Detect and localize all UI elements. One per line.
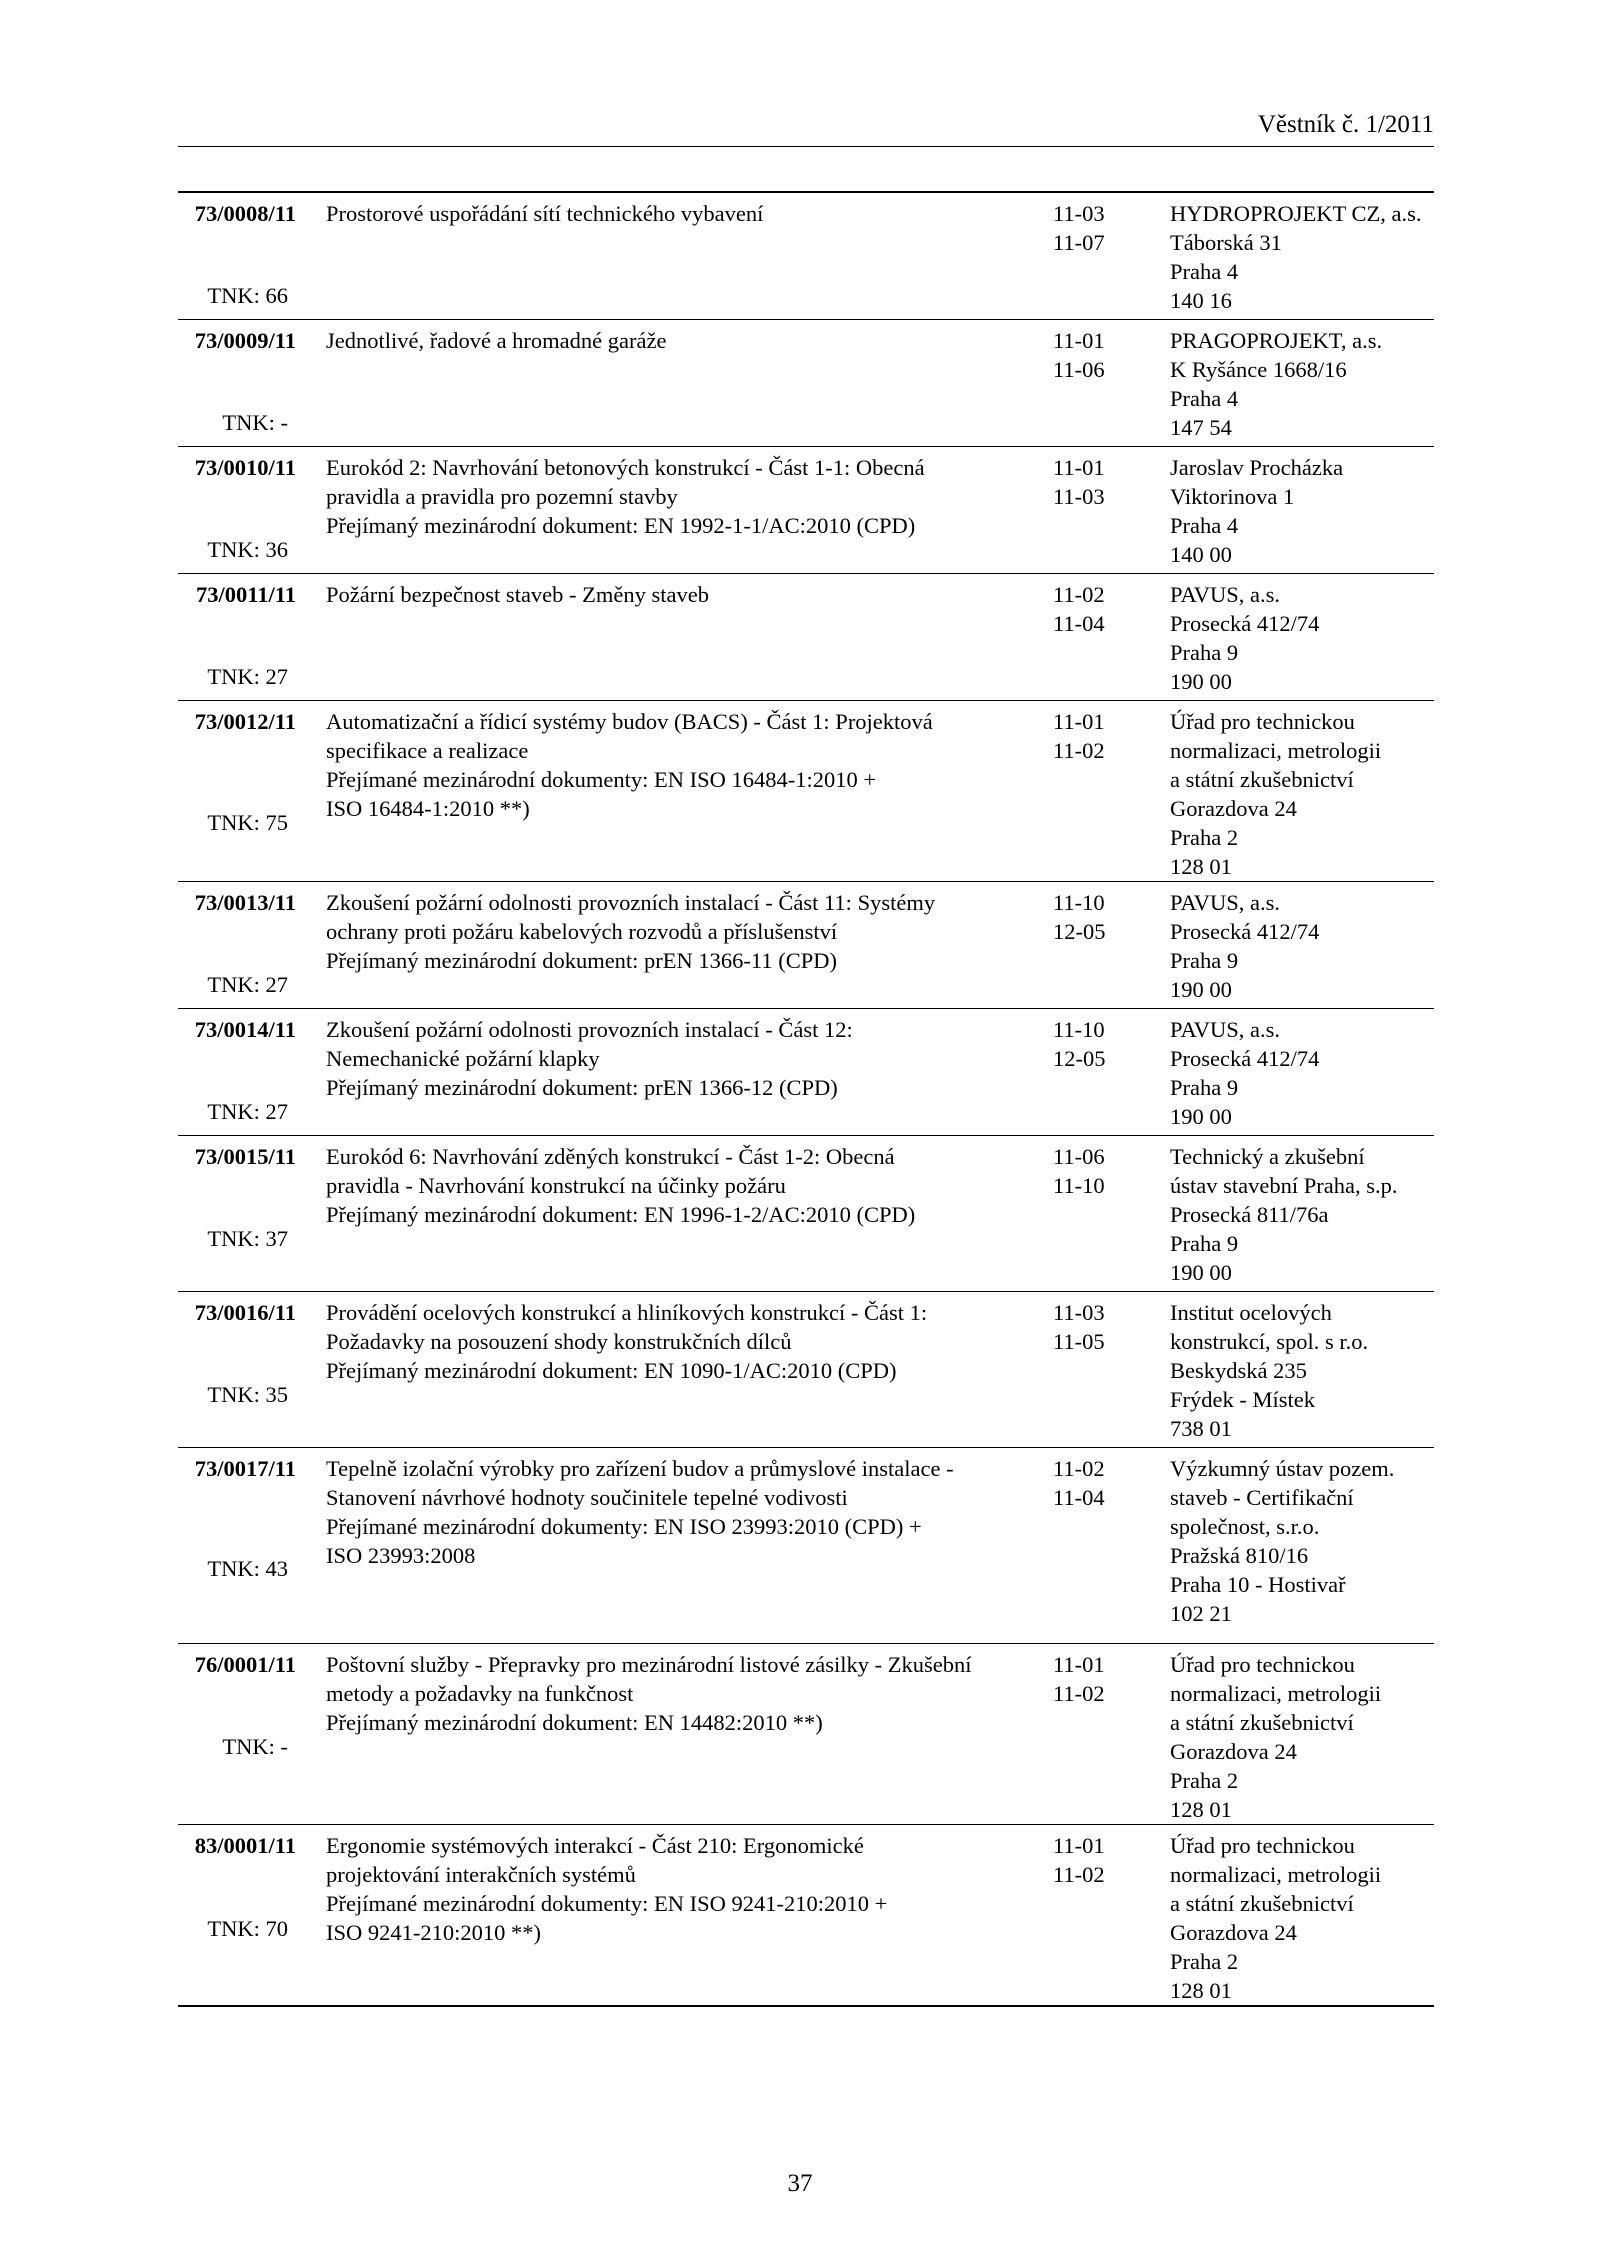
address-line: 140 00 xyxy=(1170,542,1232,567)
title-line: Požární bezpečnost staveb - Změny staveb xyxy=(326,582,709,607)
address-line: a státní zkušebnictví xyxy=(1170,1891,1354,1916)
tnk-number: TNK: 37 xyxy=(207,1226,288,1251)
address-line: Praha 10 - Hostivař xyxy=(1170,1572,1346,1597)
title-line: ISO 16484-1:2010 **) xyxy=(326,796,530,821)
title-line: Přejímaný mezinárodní dokument: EN 14482:2010 **) xyxy=(326,1710,823,1735)
title-line: projektování interakčních systémů xyxy=(326,1862,636,1887)
address-line: Praha 9 xyxy=(1170,640,1239,665)
date-value: 11-02 xyxy=(1053,738,1105,763)
table-row xyxy=(178,1824,1434,2005)
title-line: pravidla a pravidla pro pozemní stavby xyxy=(326,484,678,509)
date-value: 11-06 xyxy=(1053,357,1105,382)
title-line: ISO 9241-210:2010 **) xyxy=(326,1920,541,1945)
table-row xyxy=(178,319,1434,446)
date-value: 11-10 xyxy=(1053,890,1105,915)
table-row xyxy=(178,1447,1434,1643)
schedule-dates xyxy=(1053,453,1143,511)
date-value: 11-10 xyxy=(1053,1173,1105,1198)
processor-address xyxy=(1170,1831,1434,2005)
schedule-dates xyxy=(1053,888,1143,946)
address-line: Úřad pro technickou xyxy=(1170,1833,1355,1858)
tnk-number: TNK: 66 xyxy=(207,283,288,308)
processor-address xyxy=(1170,326,1434,442)
tnk-number: TNK: - xyxy=(222,1734,288,1759)
address-line: Praha 2 xyxy=(1170,1768,1239,1793)
table-row xyxy=(178,573,1434,700)
address-line: a státní zkušebnictví xyxy=(1170,1710,1354,1735)
title-line: Přejímané mezinárodní dokumenty: EN ISO 16484-1:2010 + xyxy=(326,767,877,792)
title-line: ochrany proti požáru kabelových rozvodů a příslušenství xyxy=(326,919,838,944)
title-line: pravidla - Navrhování konstrukcí na účinky požáru xyxy=(326,1173,786,1198)
table-row xyxy=(178,1008,1434,1135)
date-value: 11-01 xyxy=(1053,1833,1105,1858)
address-line: Praha 4 xyxy=(1170,386,1239,411)
address-line: 128 01 xyxy=(1170,1797,1232,1822)
address-line: 128 01 xyxy=(1170,1978,1232,2003)
address-line: Úřad pro technickou xyxy=(1170,1652,1355,1677)
processor-address xyxy=(1170,888,1434,1004)
page-number: 37 xyxy=(787,2170,813,2197)
schedule-dates xyxy=(1053,199,1143,257)
date-value: 11-04 xyxy=(1053,611,1105,636)
title-line: Nemechanické požární klapky xyxy=(326,1046,600,1071)
processor-address xyxy=(1170,1015,1434,1131)
title-line: Zkoušení požární odolnosti provozních instalací - Část 11: Systémy xyxy=(326,890,936,915)
title-line: specifikace a realizace xyxy=(326,738,529,763)
title-line: Stanovení návrhové hodnoty součinitele tepelné vodivosti xyxy=(326,1485,848,1510)
address-line: společnost, s.r.o. xyxy=(1170,1514,1320,1539)
title-line: Prostorové uspořádání sítí technického vybavení xyxy=(326,201,764,226)
standard-code: 73/0017/11 xyxy=(194,1456,296,1481)
schedule-dates xyxy=(1053,707,1143,765)
address-line: 190 00 xyxy=(1170,1104,1232,1129)
address-line: PRAGOPROJEKT, a.s. xyxy=(1170,328,1383,353)
title-line: Přejímaný mezinárodní dokument: prEN 1366-11 (CPD) xyxy=(326,948,837,973)
standards-table xyxy=(178,191,1434,2007)
schedule-dates xyxy=(1053,1831,1143,1889)
title-line: Přejímaný mezinárodní dokument: EN 1090-1/AC:2010 (CPD) xyxy=(326,1358,897,1383)
address-line: Frýdek - Místek xyxy=(1170,1387,1315,1412)
address-line: Gorazdova 24 xyxy=(1170,796,1297,821)
processor-address xyxy=(1170,1650,1434,1824)
standard-code: 73/0013/11 xyxy=(194,890,296,915)
address-line: Úřad pro technickou xyxy=(1170,709,1355,734)
title-line: Jednotlivé, řadové a hromadné garáže xyxy=(326,328,667,353)
title-line: Požadavky na posouzení shody konstrukčních dílců xyxy=(326,1329,792,1354)
address-line: Prosecká 811/76a xyxy=(1170,1202,1329,1227)
address-line: Praha 4 xyxy=(1170,513,1239,538)
table-row xyxy=(178,446,1434,573)
schedule-dates xyxy=(1053,1142,1143,1200)
title-line: Přejímaný mezinárodní dokument: EN 1996-1-2/AC:2010 (CPD) xyxy=(326,1202,916,1227)
address-line: 190 00 xyxy=(1170,977,1232,1002)
tnk-number: TNK: 35 xyxy=(207,1382,288,1407)
title-line: ISO 23993:2008 xyxy=(326,1543,476,1568)
address-line: Jaroslav Procházka xyxy=(1170,455,1344,480)
table-row xyxy=(178,1643,1434,1824)
date-value: 11-03 xyxy=(1053,201,1105,226)
address-line: ústav stavební Praha, s.p. xyxy=(1170,1173,1398,1198)
date-value: 11-01 xyxy=(1053,709,1105,734)
address-line: HYDROPROJEKT CZ, a.s. xyxy=(1170,201,1422,226)
standard-code: 73/0008/11 xyxy=(194,201,296,226)
processor-address xyxy=(1170,453,1434,569)
address-line: Beskydská 235 xyxy=(1170,1358,1307,1383)
address-line: PAVUS, a.s. xyxy=(1170,1017,1281,1042)
date-value: 11-05 xyxy=(1053,1329,1105,1354)
tnk-number: TNK: 75 xyxy=(207,810,288,835)
tnk-number: TNK: 27 xyxy=(207,664,288,689)
schedule-dates xyxy=(1053,1454,1143,1512)
address-line: 147 54 xyxy=(1170,415,1232,440)
tnk-number: TNK: 27 xyxy=(207,1099,288,1124)
address-line: staveb - Certifikační xyxy=(1170,1485,1354,1510)
processor-address xyxy=(1170,199,1434,315)
date-value: 12-05 xyxy=(1053,1046,1106,1071)
address-line: Výzkumný ústav pozem. xyxy=(1170,1456,1395,1481)
address-line: 102 21 xyxy=(1170,1601,1232,1626)
date-value: 11-02 xyxy=(1053,1456,1105,1481)
title-line: Eurokód 2: Navrhování betonových konstrukcí - Část 1-1: Obecná xyxy=(326,455,925,480)
processor-address xyxy=(1170,580,1434,696)
address-line: normalizaci, metrologii xyxy=(1170,1681,1382,1706)
title-line: Přejímané mezinárodní dokumenty: EN ISO 23993:2010 (CPD) + xyxy=(326,1514,922,1539)
address-line: 140 16 xyxy=(1170,288,1232,313)
address-line: PAVUS, a.s. xyxy=(1170,890,1281,915)
tnk-number: TNK: 70 xyxy=(207,1916,288,1941)
title-line: Přejímaný mezinárodní dokument: prEN 1366-12 (CPD) xyxy=(326,1075,838,1100)
table-row xyxy=(178,881,1434,1008)
address-line: 190 00 xyxy=(1170,669,1232,694)
title-line: Přejímaný mezinárodní dokument: EN 1992-1-1/AC:2010 (CPD) xyxy=(326,513,916,538)
schedule-dates xyxy=(1053,580,1143,638)
title-line: Provádění ocelových konstrukcí a hliníkových konstrukcí - Část 1: xyxy=(326,1300,928,1325)
processor-address xyxy=(1170,1298,1434,1443)
address-line: Praha 9 xyxy=(1170,1231,1239,1256)
address-line: Technický a zkušební xyxy=(1170,1144,1365,1169)
processor-address xyxy=(1170,1454,1434,1628)
address-line: PAVUS, a.s. xyxy=(1170,582,1281,607)
address-line: normalizaci, metrologii xyxy=(1170,738,1382,763)
table-row xyxy=(178,1135,1434,1291)
date-value: 11-01 xyxy=(1053,328,1105,353)
tnk-number: TNK: 36 xyxy=(207,537,288,562)
date-value: 11-02 xyxy=(1053,1862,1105,1887)
address-line: Praha 9 xyxy=(1170,1075,1239,1100)
title-line: metody a požadavky na funkčnost xyxy=(326,1681,634,1706)
schedule-dates xyxy=(1053,1298,1143,1356)
address-line: Praha 2 xyxy=(1170,825,1239,850)
address-line: K Ryšánce 1668/16 xyxy=(1170,357,1347,382)
title-line: Poštovní služby - Přepravky pro mezinárodní listové zásilky - Zkušební xyxy=(326,1652,972,1677)
title-line: Zkoušení požární odolnosti provozních instalací - Část 12: xyxy=(326,1017,853,1042)
standard-code: 83/0001/11 xyxy=(194,1833,296,1858)
standard-code: 73/0014/11 xyxy=(194,1017,296,1042)
processor-address xyxy=(1170,1142,1434,1287)
address-line: konstrukcí, spol. s r.o. xyxy=(1170,1329,1369,1354)
address-line: Gorazdova 24 xyxy=(1170,1739,1297,1764)
table-row xyxy=(178,193,1434,319)
address-line: Institut ocelových xyxy=(1170,1300,1332,1325)
address-line: 738 01 xyxy=(1170,1416,1232,1441)
address-line: Gorazdova 24 xyxy=(1170,1920,1297,1945)
title-line: Přejímané mezinárodní dokumenty: EN ISO 9241-210:2010 + xyxy=(326,1891,888,1916)
address-line: Viktorinova 1 xyxy=(1170,484,1295,509)
standard-code: 73/0011/11 xyxy=(195,582,296,607)
standard-code: 73/0010/11 xyxy=(194,455,296,480)
address-line: 190 00 xyxy=(1170,1260,1232,1285)
address-line: normalizaci, metrologii xyxy=(1170,1862,1382,1887)
date-value: 11-10 xyxy=(1053,1017,1105,1042)
table-row xyxy=(178,1291,1434,1447)
journal-header: Věstník č. 1/2011 xyxy=(1257,111,1434,138)
address-line: Táborská 31 xyxy=(1170,230,1282,255)
address-line: Prosecká 412/74 xyxy=(1170,1046,1320,1071)
date-value: 11-01 xyxy=(1053,455,1105,480)
date-value: 11-02 xyxy=(1053,1681,1105,1706)
address-line: Praha 2 xyxy=(1170,1949,1239,1974)
title-line: Automatizační a řídicí systémy budov (BACS) - Část 1: Projektová xyxy=(326,709,933,734)
date-value: 11-03 xyxy=(1053,1300,1105,1325)
date-value: 11-02 xyxy=(1053,582,1105,607)
date-value: 12-05 xyxy=(1053,919,1106,944)
standard-code: 76/0001/11 xyxy=(194,1652,296,1677)
address-line: Praha 4 xyxy=(1170,259,1239,284)
date-value: 11-04 xyxy=(1053,1485,1105,1510)
address-line: Pražská 810/16 xyxy=(1170,1543,1309,1568)
address-line: Prosecká 412/74 xyxy=(1170,611,1320,636)
standard-code: 73/0016/11 xyxy=(194,1300,296,1325)
address-line: Prosecká 412/74 xyxy=(1170,919,1320,944)
title-line: Tepelně izolační výrobky pro zařízení budov a průmyslové instalace - xyxy=(326,1456,954,1481)
processor-address xyxy=(1170,707,1434,881)
address-line: a státní zkušebnictví xyxy=(1170,767,1354,792)
header-rule xyxy=(178,146,1434,147)
date-value: 11-01 xyxy=(1053,1652,1105,1677)
tnk-number: TNK: - xyxy=(222,410,288,435)
standard-code: 73/0009/11 xyxy=(194,328,296,353)
standard-code: 73/0012/11 xyxy=(194,709,296,734)
schedule-dates xyxy=(1053,1015,1143,1073)
table-row xyxy=(178,700,1434,881)
schedule-dates xyxy=(1053,326,1143,384)
address-line: 128 01 xyxy=(1170,854,1232,879)
date-value: 11-03 xyxy=(1053,484,1105,509)
tnk-number: TNK: 43 xyxy=(207,1556,288,1581)
tnk-number: TNK: 27 xyxy=(207,972,288,997)
date-value: 11-07 xyxy=(1053,230,1105,255)
address-line: Praha 9 xyxy=(1170,948,1239,973)
date-value: 11-06 xyxy=(1053,1144,1105,1169)
title-line: Ergonomie systémových interakcí - Část 210: Ergonomické xyxy=(326,1833,864,1858)
standard-code: 73/0015/11 xyxy=(194,1144,296,1169)
title-line: Eurokód 6: Navrhování zděných konstrukcí - Část 1-2: Obecná xyxy=(326,1144,895,1169)
schedule-dates xyxy=(1053,1650,1143,1708)
